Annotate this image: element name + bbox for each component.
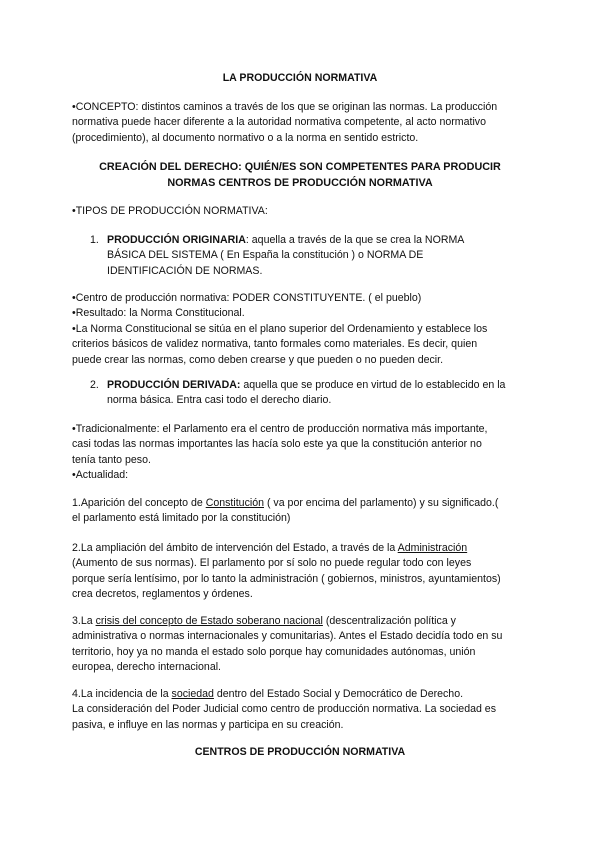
list-number: 1. bbox=[90, 234, 99, 246]
term-rest: aquella que se produce en virtud de lo establecido en la bbox=[240, 379, 506, 391]
constitucion-underlined: Constitución bbox=[205, 497, 264, 509]
text-line: crea decretos, reglamentos y órdenes. bbox=[72, 588, 253, 601]
text-line: •CONCEPTO: distintos caminos a través de los que se originan las normas. La producción bbox=[72, 101, 498, 113]
term-bold: PRODUCCIÓN ORIGINARIA bbox=[107, 234, 246, 246]
text-line: IDENTIFICACIÓN DE NORMAS. bbox=[107, 264, 263, 277]
text-line: puede crear las normas, como deben crearse y que pueden o no pueden decir. bbox=[72, 353, 444, 366]
text-line: criterios básicos de validez normativa, tanto formales como materiales. Es decir, quien bbox=[72, 338, 478, 351]
text-line: •Resultado: la Norma Constitucional. bbox=[72, 307, 245, 320]
text-line: •Tradicionalmente: el Parlamento era el centro de producción normativa más importante, bbox=[72, 423, 488, 435]
text-line: (Aumento de sus normas). El parlamento por sí solo no puede regular todo con leyes bbox=[72, 557, 472, 570]
point-4 bbox=[72, 687, 532, 733]
text-segment: dentro del Estado Social y Democrático de Derecho. bbox=[213, 688, 464, 700]
text-segment: ( va por encima del parlamento) y su significado.( bbox=[264, 497, 499, 509]
concepto-paragraph bbox=[72, 100, 532, 146]
text-line: norma básica. Entra casi todo el derecho diario. bbox=[107, 394, 332, 407]
text-line: (procedimiento), al documento normativo o a la norma en sentido estricto. bbox=[72, 131, 419, 144]
text-line bbox=[72, 687, 532, 702]
text-line: BÁSICA DEL SISTEMA ( En España la constitución ) o NORMA DE bbox=[107, 249, 424, 262]
list-item-originaria bbox=[107, 233, 527, 279]
text-line: administrativa o normas internacionales y comunitarias). Antes el Estado decidía todo en su bbox=[72, 630, 503, 643]
tipos-label bbox=[72, 204, 532, 219]
text-line: tenía tanto peso. bbox=[72, 453, 151, 466]
text-line: el parlamento está limitado por la constitución) bbox=[72, 512, 291, 525]
term-rest: : aquella a través de la que se crea la NORMA bbox=[245, 234, 465, 246]
heading-line: CREACIÓN DEL DERECHO: QUIÉN/ES SON COMPETENTES PARA PRODUCIR bbox=[99, 161, 501, 173]
text-line bbox=[72, 541, 532, 556]
administracion-underlined: Administración bbox=[397, 542, 468, 554]
section-heading bbox=[72, 160, 528, 191]
text-line: europea, derecho internacional. bbox=[72, 661, 222, 674]
text-line: La consideración del Poder Judicial como centro de producción normativa. La sociedad es bbox=[72, 703, 496, 716]
text-line: territorio, hoy ya no manda el estado solo porque hay comunidades autónomas, unión bbox=[72, 645, 476, 658]
text-line bbox=[107, 378, 527, 393]
text-line bbox=[72, 496, 532, 511]
list-item-derivada bbox=[107, 378, 527, 409]
originaria-details bbox=[72, 291, 532, 368]
final-heading: CENTROS DE PRODUCCIÓN NORMATIVA bbox=[194, 746, 406, 758]
text-segment: 4.La incidencia de la bbox=[72, 688, 172, 700]
text-line: •TIPOS DE PRODUCCIÓN NORMATIVA: bbox=[72, 205, 268, 217]
crisis-estado-underlined: crisis del concepto de Estado soberano nacional bbox=[95, 615, 323, 627]
text-segment: (descentralización política y bbox=[322, 615, 456, 627]
text-line: normativa puede hacer diferente a la autoridad normativa competente, al acto normativo bbox=[72, 116, 486, 129]
text-line: •Centro de producción normativa: PODER CONSTITUYENTE. ( el pueblo) bbox=[72, 292, 422, 304]
text-segment: 2.La ampliación del ámbito de intervención del Estado, a través de la bbox=[72, 542, 398, 554]
text-segment: 3.La bbox=[72, 615, 96, 627]
text-line: pasiva, e influye en las normas y participa en su creación. bbox=[72, 718, 344, 731]
heading-line: NORMAS CENTROS DE PRODUCCIÓN NORMATIVA bbox=[167, 176, 433, 189]
page-title: LA PRODUCCIÓN NORMATIVA bbox=[222, 72, 378, 84]
point-1 bbox=[72, 496, 532, 527]
text-segment: 1.Aparición del concepto de bbox=[72, 497, 206, 509]
term-bold: PRODUCCIÓN DERIVADA: bbox=[107, 379, 241, 391]
sociedad-underlined: sociedad bbox=[171, 688, 214, 700]
point-3 bbox=[72, 614, 532, 676]
tradicional-paragraph bbox=[72, 422, 532, 484]
text-line: •Actualidad: bbox=[72, 469, 129, 482]
text-line bbox=[72, 614, 532, 629]
text-line bbox=[107, 233, 527, 248]
list-number: 2. bbox=[90, 379, 99, 391]
point-2 bbox=[72, 541, 532, 603]
text-line: casi todas las normas importantes las hacía solo este ya que la constitución anterior no bbox=[72, 438, 482, 451]
text-line: porque sería lentísimo, por lo tanto la administración ( gobiernos, ministros, ayuntamientos) bbox=[72, 572, 501, 585]
text-line: •La Norma Constitucional se sitúa en el plano superior del Ordenamiento y establece los bbox=[72, 322, 488, 335]
